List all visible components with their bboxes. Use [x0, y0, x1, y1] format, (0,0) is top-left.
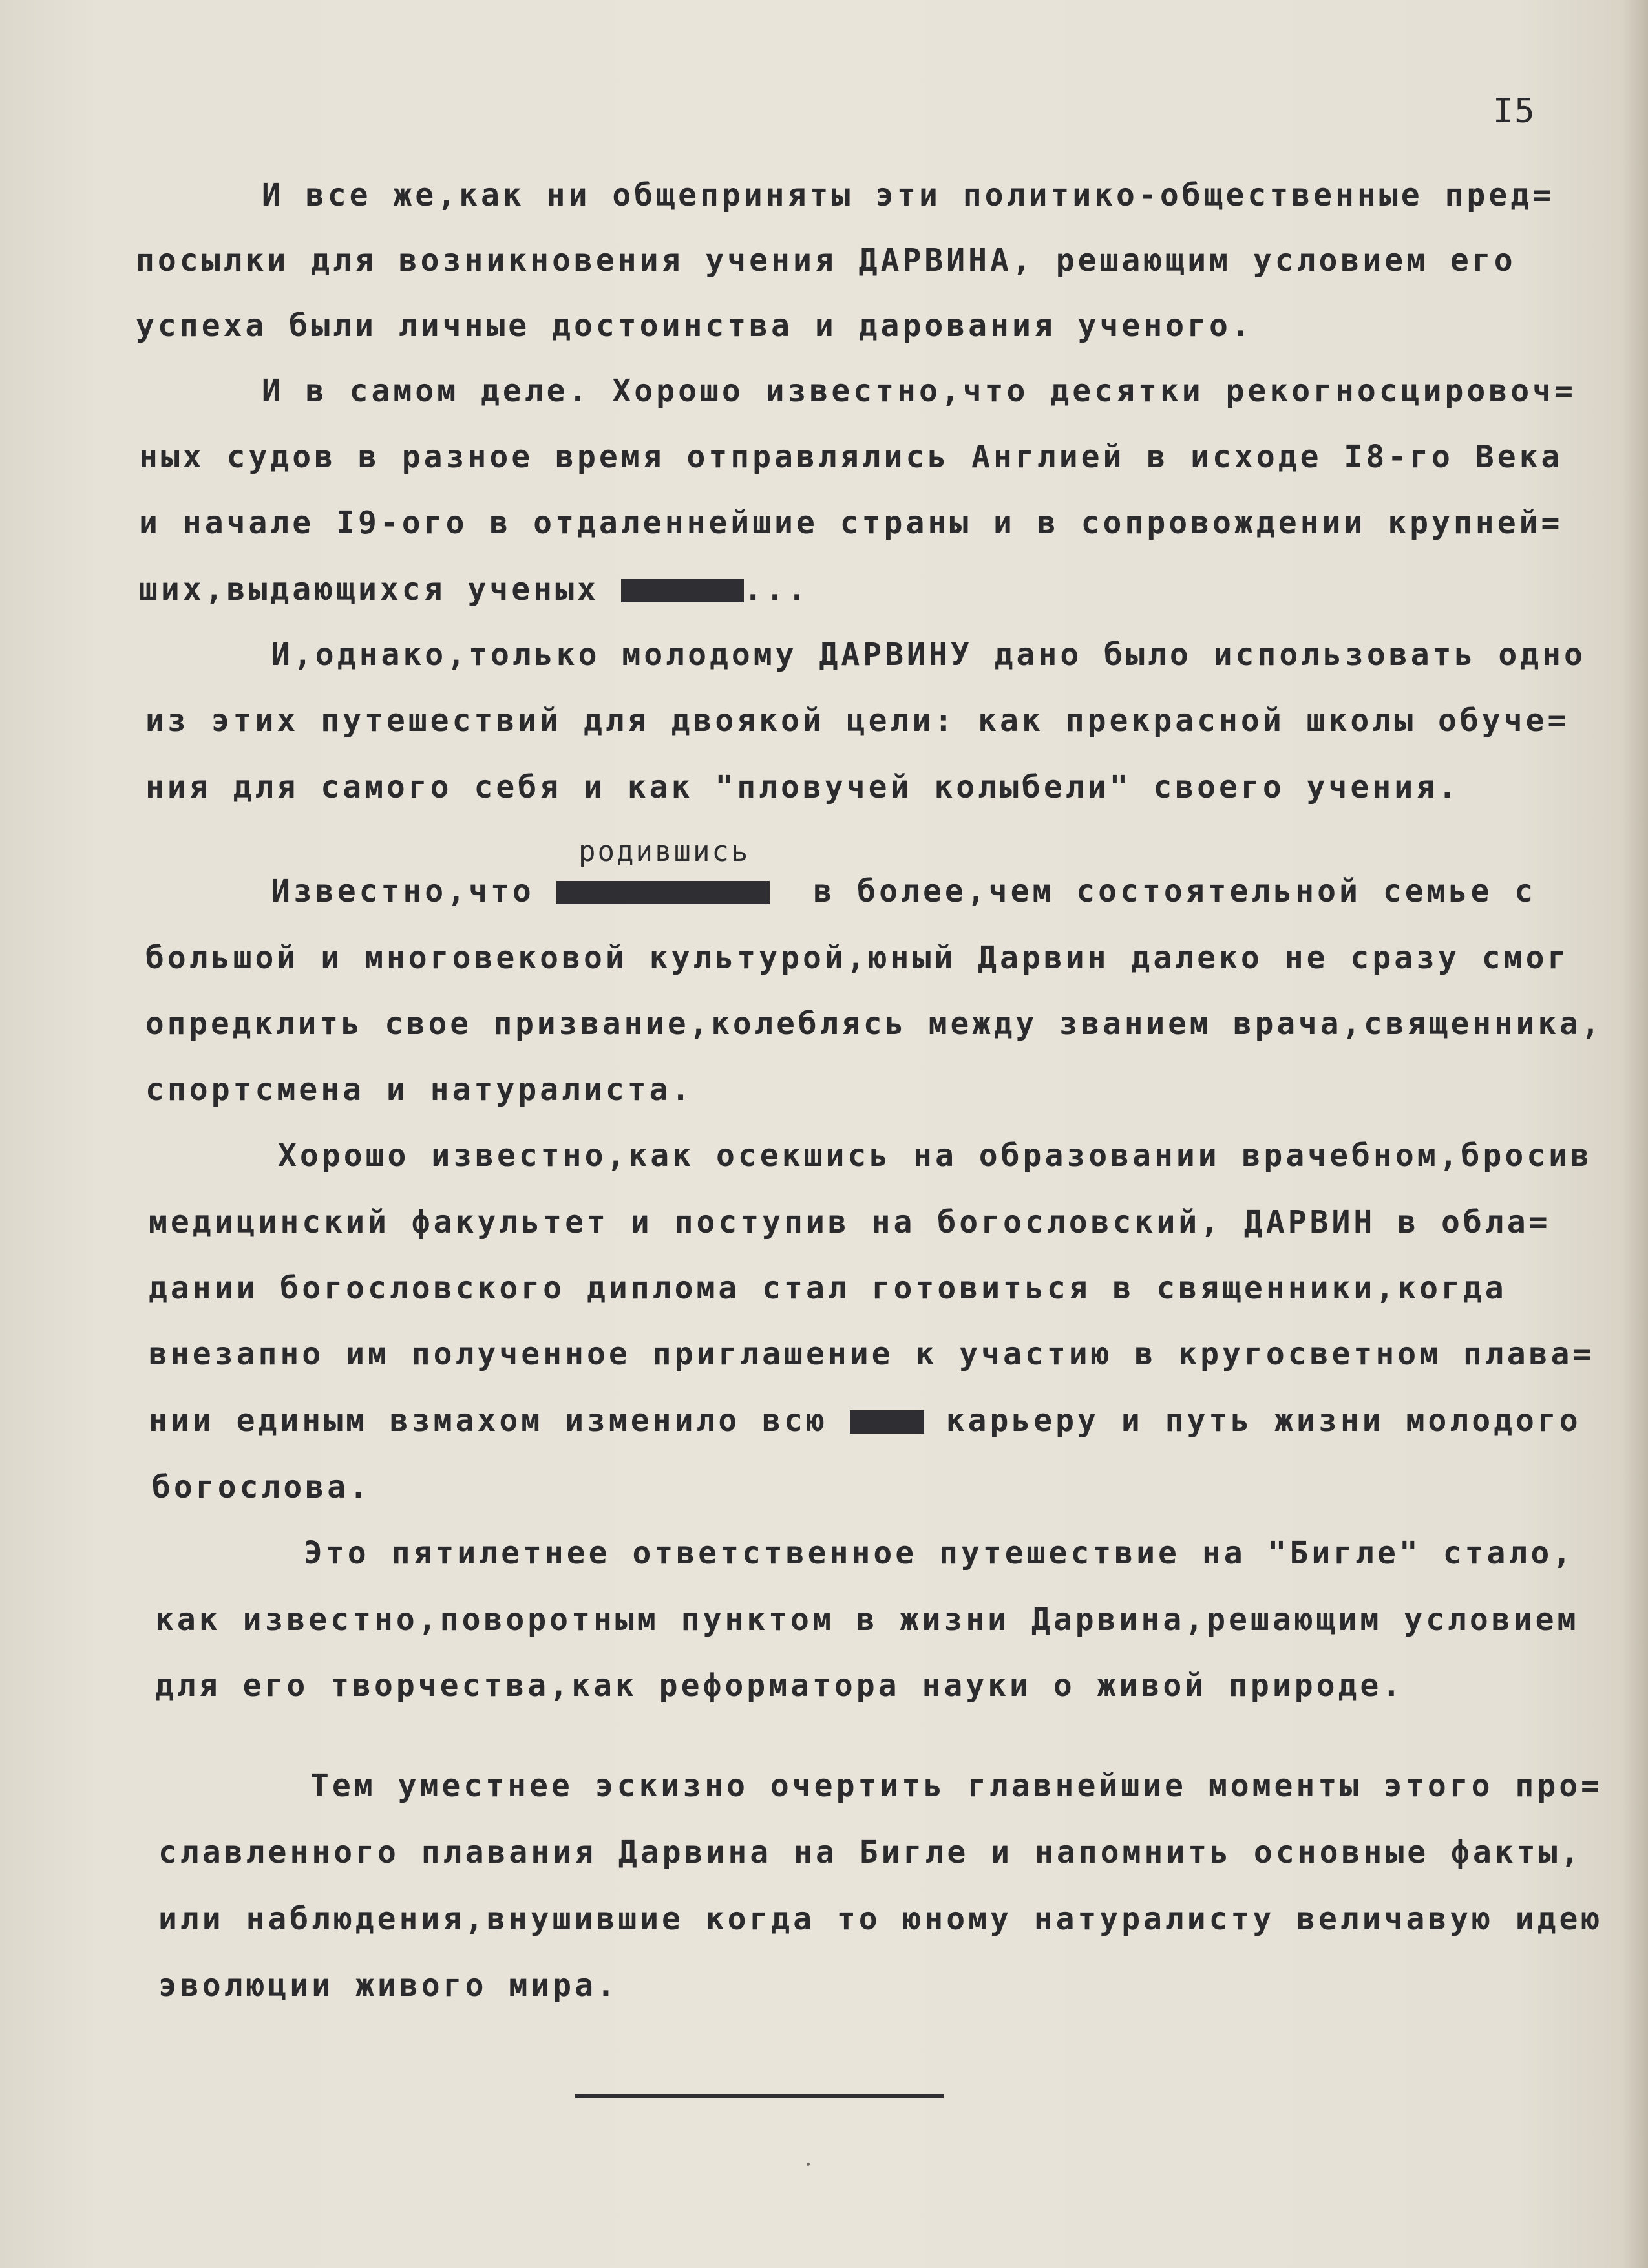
text-line: из этих путешествий для двоякой цели: как прекрасной школы обуче= [145, 703, 1570, 739]
page-number: I5 [1493, 92, 1536, 131]
text-line: богослова. [152, 1469, 371, 1505]
struck-out-text [556, 881, 770, 904]
text-line: эволюции живого мира. [158, 1967, 618, 2004]
text-line: или наблюдения,внушившие когда то юному натуралисту величавую идею [158, 1901, 1603, 1937]
text-line: посылки для возникновения учения ДАРВИНА, решающим условием его [136, 242, 1516, 279]
text-fragment: ... [743, 571, 810, 608]
text-line: спортсмена и натуралиста. [145, 1072, 693, 1108]
text-line: медицинский факультет и поступив на богословский, ДАРВИН в обла= [149, 1204, 1551, 1240]
ink-speck [807, 2163, 810, 2166]
text-line: Хорошо известно,как осекшись на образовании врачебном,бросив [278, 1138, 1592, 1174]
text-fragment: в более,чем состоятельной семье с [769, 873, 1537, 909]
text-fragment: карьеру и путь жизни молодого [924, 1403, 1581, 1439]
struck-out-text [850, 1410, 924, 1434]
handwritten-insertion: родившись [578, 835, 750, 868]
text-fragment: ших,выдающихся ученых [139, 571, 621, 608]
text-line: дании богословского диплома стал готовиться в священники,когда [149, 1270, 1507, 1306]
text-line: опредклить свое призвание,колеблясь между званием врача,священника, [145, 1006, 1603, 1042]
text-line-with-strikeout [149, 1401, 1581, 1440]
text-line: как известно,поворотным пунктом в жизни Дарвина,решающим условием [155, 1602, 1579, 1638]
text-line: большой и многовековой культурой,юный Дарвин далеко не сразу смог [145, 940, 1570, 976]
struck-out-text [621, 579, 744, 602]
text-line: И все же,как ни общеприняты эти политико-общественные пред= [262, 177, 1555, 213]
text-line: ных судов в разное время отправлялись Англией в исходе I8-го Века [139, 439, 1563, 475]
page-edge-shadow [1622, 0, 1648, 2268]
text-line: Тем уместнее эскизно очертить главнейшие моменты этого про= [310, 1768, 1603, 1804]
text-line: славленного плавания Дарвина на Бигле и напомнить основные факты, [158, 1834, 1583, 1871]
section-divider [575, 2094, 944, 2098]
text-line: ния для самого себя и как "пловучей колыбели" своего учения. [145, 769, 1460, 805]
text-fragment: нии единым взмахом изменило всю [149, 1403, 850, 1439]
text-line: И,однако,только молодому ДАРВИНУ дано было использовать одно [271, 637, 1586, 673]
text-line: Это пятилетнее ответственное путешествие на "Бигле" стало, [304, 1535, 1575, 1571]
text-line: для его творчества,как реформатора науки о живой природе. [155, 1668, 1404, 1704]
text-line-with-strikeout [271, 872, 1536, 911]
text-line-with-strikeout [139, 570, 809, 609]
text-line: внезапно им полученное приглашение к участию в кругосветном плава= [149, 1336, 1595, 1372]
text-fragment: Известно,что [271, 873, 556, 909]
text-line: И в самом деле. Хорошо известно,что десятки рекогносцировоч= [262, 373, 1576, 409]
text-line: и начале I9-ого в отдаленнейшие страны и в сопровождении крупней= [139, 505, 1563, 541]
text-line: успеха были личные достоинства и дарования ученого. [136, 308, 1253, 344]
